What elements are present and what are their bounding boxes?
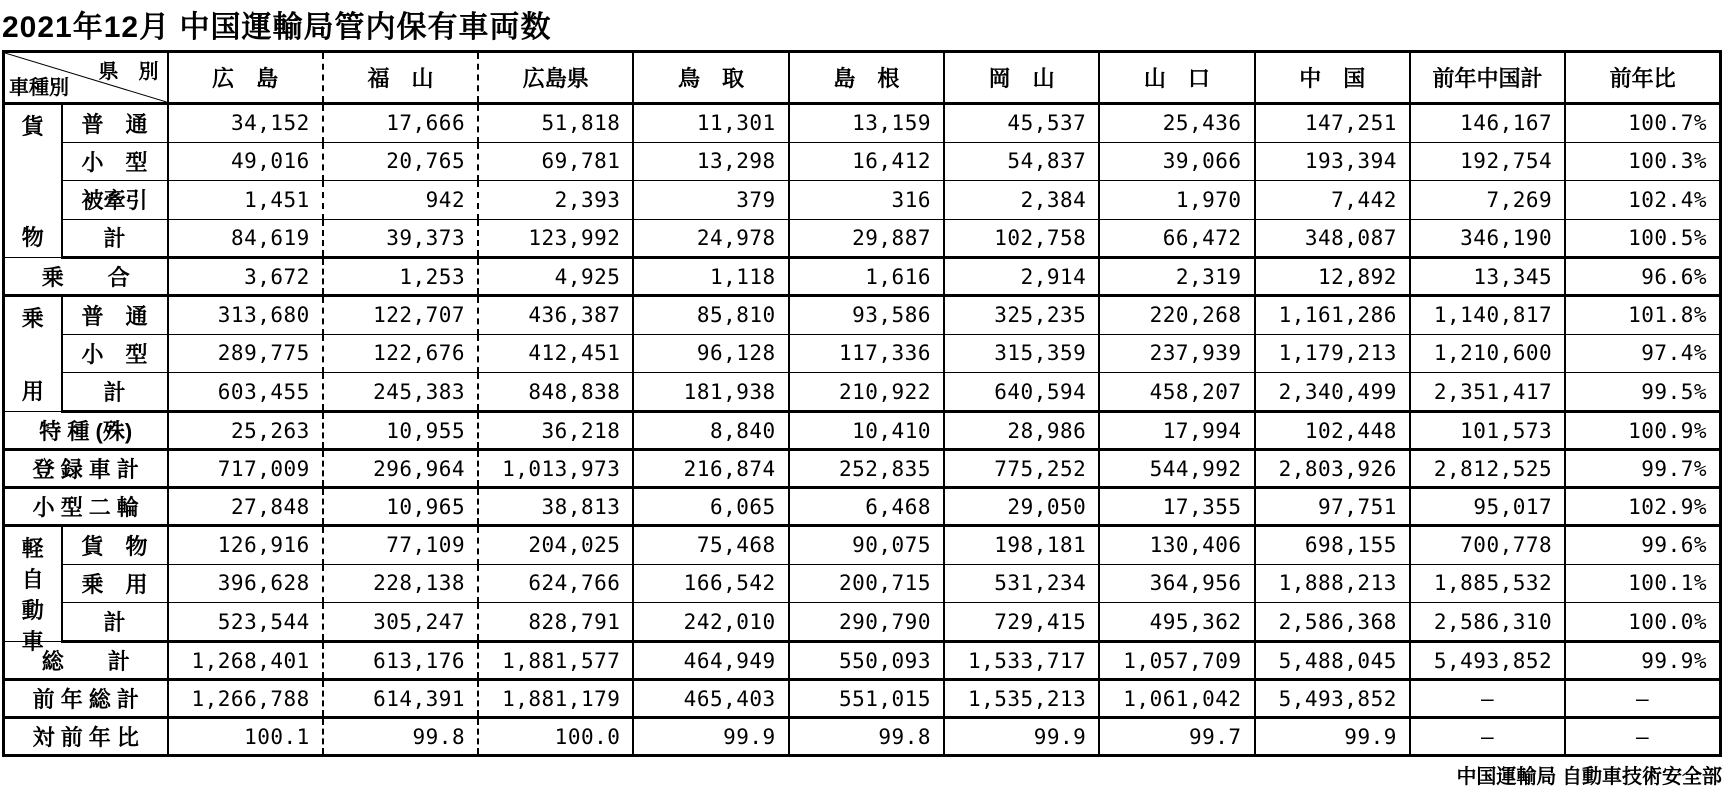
value-cell: 313,680 [168,296,323,335]
value-cell: 1,451 [168,181,323,220]
value-cell: 51,818 [478,104,633,143]
value-cell: 396,628 [168,564,323,603]
value-cell: 77,109 [323,526,478,565]
value-cell: 5,493,852 [1410,642,1565,680]
col-header-fukuyama: 福 山 [323,52,478,104]
value-cell: 99.7 [1099,718,1254,756]
value-cell: 193,394 [1255,142,1410,181]
value-cell: 99.9 [944,718,1099,756]
value-cell: 700,778 [1410,526,1565,565]
row-passenger-total [4,373,1721,412]
value-cell: 1,616 [789,258,944,296]
value-cell: 216,874 [633,450,788,488]
value-cell: — [1565,680,1720,718]
value-cell: 2,340,499 [1255,373,1410,412]
value-cell: 717,009 [168,450,323,488]
value-cell: 85,810 [633,296,788,335]
row-freight-standard [4,104,1721,143]
value-cell: 412,451 [478,334,633,373]
value-cell: 100.1 [168,718,323,756]
value-cell: 204,025 [478,526,633,565]
value-cell: 90,075 [789,526,944,565]
col-header-yoy-ratio: 前年比 [1565,52,1720,104]
value-cell: 1,881,577 [478,642,633,680]
value-cell: 544,992 [1099,450,1254,488]
value-cell: 290,790 [789,603,944,642]
row-kei-freight [4,526,1721,565]
value-cell: 942 [323,181,478,220]
value-cell: 316 [789,181,944,220]
value-cell: — [1410,718,1565,756]
value-cell: 348,087 [1255,219,1410,258]
value-cell: 99.7% [1565,450,1720,488]
row-freight-total [4,219,1721,258]
value-cell: 25,263 [168,412,323,450]
value-cell: 1,057,709 [1099,642,1254,680]
value-cell: 13,345 [1410,258,1565,296]
row-label: 特 種 (殊) [4,412,168,450]
row-label: 前 年 総 計 [4,680,168,718]
value-cell: 848,838 [478,373,633,412]
value-cell: 100.9% [1565,412,1720,450]
group-label-freight: 貨 物 [4,104,62,258]
value-cell: 101,573 [1410,412,1565,450]
value-cell: 13,159 [789,104,944,143]
col-header-hiroshima: 広 島 [168,52,323,104]
value-cell: 20,765 [323,142,478,181]
value-cell: 34,152 [168,104,323,143]
value-cell: 123,992 [478,219,633,258]
row-label: 乗 合 [4,258,168,296]
value-cell: 828,791 [478,603,633,642]
value-cell: 698,155 [1255,526,1410,565]
value-cell: 117,336 [789,334,944,373]
value-cell: 16,412 [789,142,944,181]
row-label: 貨 物 [62,526,168,565]
value-cell: 1,253 [323,258,478,296]
value-cell: 39,373 [323,219,478,258]
value-cell: 100.0 [478,718,633,756]
value-cell: 100.0% [1565,603,1720,642]
value-cell: 36,218 [478,412,633,450]
value-cell: 200,715 [789,564,944,603]
value-cell: 102.9% [1565,488,1720,526]
value-cell: 84,619 [168,219,323,258]
corner-header [4,52,168,104]
value-cell: 252,835 [789,450,944,488]
value-cell: — [1410,680,1565,718]
value-cell: 122,676 [323,334,478,373]
row-freight-trailer [4,181,1721,220]
col-header-yamaguchi: 山 口 [1099,52,1254,104]
row-label: 小 型 [62,142,168,181]
vehicle-count-table [2,50,1722,757]
value-cell: 245,383 [323,373,478,412]
value-cell: 97.4% [1565,334,1720,373]
value-cell: 99.9% [1565,642,1720,680]
col-header-tottori: 鳥 取 [633,52,788,104]
value-cell: 550,093 [789,642,944,680]
value-cell: 325,235 [944,296,1099,335]
corner-label-vehicle-type: 車種別 [9,77,69,99]
row-bus [4,258,1721,296]
col-header-shimane: 島 根 [789,52,944,104]
value-cell: 289,775 [168,334,323,373]
value-cell: 97,751 [1255,488,1410,526]
value-cell: 198,181 [944,526,1099,565]
group-label-passenger: 乗 用 [4,296,62,412]
value-cell: 1,535,213 [944,680,1099,718]
value-cell: 613,176 [323,642,478,680]
value-cell: 1,013,973 [478,450,633,488]
row-passenger-small [4,334,1721,373]
value-cell: 39,066 [1099,142,1254,181]
value-cell: 364,956 [1099,564,1254,603]
value-cell: 12,892 [1255,258,1410,296]
value-cell: 99.8 [789,718,944,756]
row-label: 計 [62,219,168,258]
value-cell: 305,247 [323,603,478,642]
value-cell: 458,207 [1099,373,1254,412]
value-cell: 640,594 [944,373,1099,412]
row-label: 普 通 [62,104,168,143]
value-cell: 2,803,926 [1255,450,1410,488]
row-small-motorcycle [4,488,1721,526]
value-cell: 17,355 [1099,488,1254,526]
value-cell: 28,986 [944,412,1099,450]
value-cell: 346,190 [1410,219,1565,258]
value-cell: 126,916 [168,526,323,565]
value-cell: 1,881,179 [478,680,633,718]
value-cell: 2,351,417 [1410,373,1565,412]
value-cell: 1,885,532 [1410,564,1565,603]
value-cell: 2,393 [478,181,633,220]
value-cell: 3,672 [168,258,323,296]
value-cell: 96,128 [633,334,788,373]
row-freight-small [4,142,1721,181]
value-cell: 2,812,525 [1410,450,1565,488]
row-label: 被牽引 [62,181,168,220]
row-kei-passenger [4,564,1721,603]
value-cell: 102,448 [1255,412,1410,450]
value-cell: 1,266,788 [168,680,323,718]
value-cell: 99.5% [1565,373,1720,412]
row-yoy-ratio [4,718,1721,756]
value-cell: 102,758 [944,219,1099,258]
value-cell: 166,542 [633,564,788,603]
value-cell: 1,533,717 [944,642,1099,680]
value-cell: 2,586,368 [1255,603,1410,642]
value-cell: 495,362 [1099,603,1254,642]
value-cell: 551,015 [789,680,944,718]
value-cell: 102.4% [1565,181,1720,220]
value-cell: 7,442 [1255,181,1410,220]
col-header-hiroshima-ken: 広島県 [478,52,633,104]
value-cell: 10,410 [789,412,944,450]
row-label: 総 計 [4,642,168,680]
value-cell: 1,140,817 [1410,296,1565,335]
value-cell: 25,436 [1099,104,1254,143]
value-cell: 99.9 [1255,718,1410,756]
value-cell: 5,488,045 [1255,642,1410,680]
value-cell: 130,406 [1099,526,1254,565]
row-label: 小 型 二 輪 [4,488,168,526]
row-label: 計 [62,373,168,412]
value-cell: 17,666 [323,104,478,143]
value-cell: 1,210,600 [1410,334,1565,373]
value-cell: 1,161,286 [1255,296,1410,335]
value-cell: 379 [633,181,788,220]
header-row [4,52,1721,104]
row-label: 乗 用 [62,564,168,603]
value-cell: 38,813 [478,488,633,526]
row-passenger-standard [4,296,1721,335]
value-cell: 2,586,310 [1410,603,1565,642]
value-cell: 220,268 [1099,296,1254,335]
value-cell: 1,179,213 [1255,334,1410,373]
value-cell: 49,016 [168,142,323,181]
value-cell: 6,065 [633,488,788,526]
row-registered-total [4,450,1721,488]
value-cell: 122,707 [323,296,478,335]
value-cell: 95,017 [1410,488,1565,526]
row-prev-year-total [4,680,1721,718]
value-cell: 100.5% [1565,219,1720,258]
value-cell: 237,939 [1099,334,1254,373]
value-cell: 315,359 [944,334,1099,373]
value-cell: 147,251 [1255,104,1410,143]
value-cell: 10,965 [323,488,478,526]
value-cell: 5,493,852 [1255,680,1410,718]
value-cell: 624,766 [478,564,633,603]
value-cell: 729,415 [944,603,1099,642]
row-label: 小 型 [62,334,168,373]
value-cell: 775,252 [944,450,1099,488]
source-credit: 中国運輸局 自動車技術安全部 [1456,766,1722,788]
value-cell: 69,781 [478,142,633,181]
row-grand-total [4,642,1721,680]
value-cell: 96.6% [1565,258,1720,296]
value-cell: 2,384 [944,181,1099,220]
value-cell: 1,268,401 [168,642,323,680]
value-cell: 24,978 [633,219,788,258]
value-cell: 1,061,042 [1099,680,1254,718]
value-cell: 10,955 [323,412,478,450]
value-cell: 1,888,213 [1255,564,1410,603]
value-cell: 296,964 [323,450,478,488]
col-header-chugoku: 中 国 [1255,52,1410,104]
value-cell: 93,586 [789,296,944,335]
value-cell: 29,050 [944,488,1099,526]
value-cell: 210,922 [789,373,944,412]
value-cell: 2,914 [944,258,1099,296]
value-cell: 464,949 [633,642,788,680]
row-label: 計 [62,603,168,642]
value-cell: 523,544 [168,603,323,642]
value-cell: 17,994 [1099,412,1254,450]
row-kei-total [4,603,1721,642]
value-cell: 101.8% [1565,296,1720,335]
value-cell: 29,887 [789,219,944,258]
value-cell: 66,472 [1099,219,1254,258]
value-cell: 100.7% [1565,104,1720,143]
value-cell: 531,234 [944,564,1099,603]
value-cell: 181,938 [633,373,788,412]
value-cell: 242,010 [633,603,788,642]
row-label: 対 前 年 比 [4,718,168,756]
value-cell: 11,301 [633,104,788,143]
value-cell: 6,468 [789,488,944,526]
col-header-prev-year-chugoku: 前年中国計 [1410,52,1565,104]
value-cell: 603,455 [168,373,323,412]
value-cell: 146,167 [1410,104,1565,143]
group-label-kei: 軽 自 動 車 [4,526,62,642]
value-cell: 100.3% [1565,142,1720,181]
value-cell: 7,269 [1410,181,1565,220]
value-cell: 1,970 [1099,181,1254,220]
value-cell: 99.9 [633,718,788,756]
value-cell: 99.6% [1565,526,1720,565]
value-cell: 27,848 [168,488,323,526]
value-cell: 54,837 [944,142,1099,181]
value-cell: — [1565,718,1720,756]
value-cell: 8,840 [633,412,788,450]
row-special [4,412,1721,450]
row-label: 普 通 [62,296,168,335]
value-cell: 192,754 [1410,142,1565,181]
value-cell: 13,298 [633,142,788,181]
value-cell: 75,468 [633,526,788,565]
value-cell: 614,391 [323,680,478,718]
value-cell: 99.8 [323,718,478,756]
value-cell: 2,319 [1099,258,1254,296]
value-cell: 45,537 [944,104,1099,143]
value-cell: 4,925 [478,258,633,296]
page-title: 2021年12月 中国運輸局管内保有車両数 [2,11,552,44]
value-cell: 228,138 [323,564,478,603]
row-label: 登 録 車 計 [4,450,168,488]
corner-label-prefecture: 県 別 [98,61,159,83]
value-cell: 1,118 [633,258,788,296]
col-header-okayama: 岡 山 [944,52,1099,104]
value-cell: 100.1% [1565,564,1720,603]
value-cell: 465,403 [633,680,788,718]
value-cell: 436,387 [478,296,633,335]
